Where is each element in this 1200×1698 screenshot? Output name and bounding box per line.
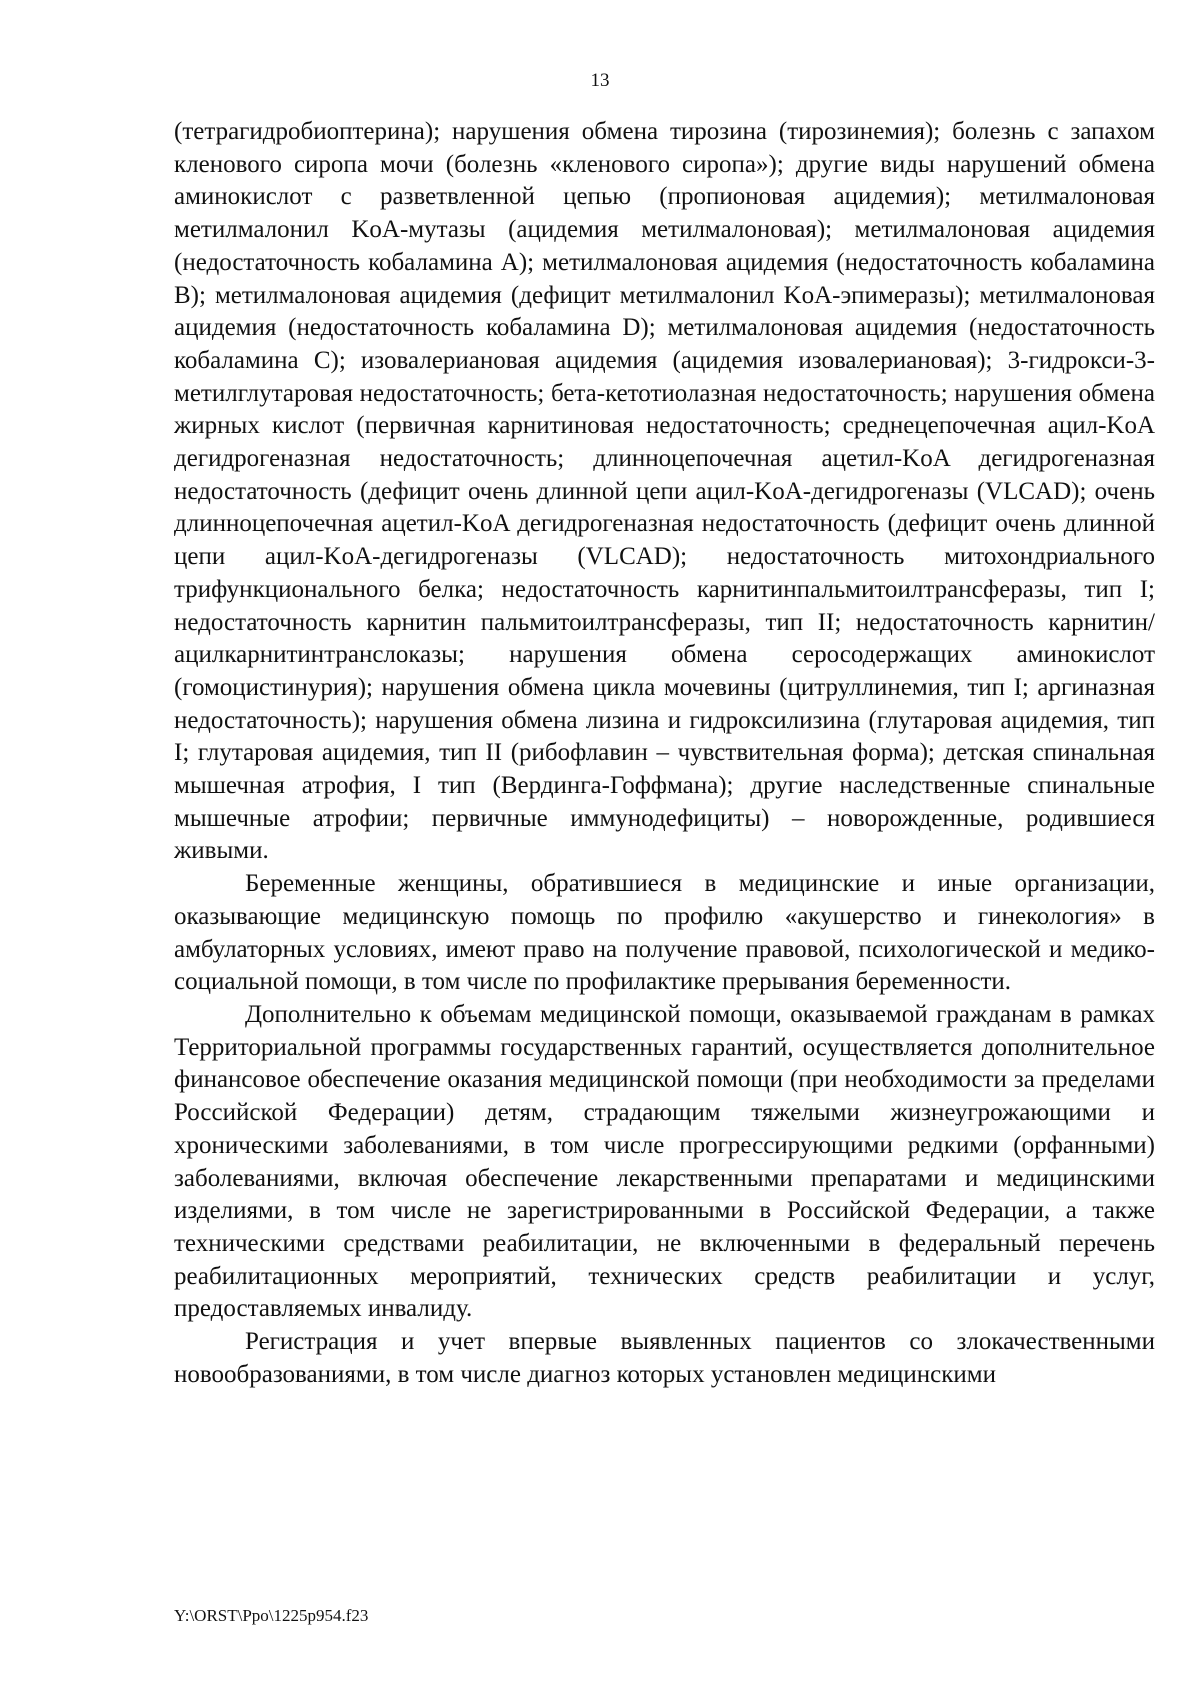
footer-file-path: Y:\ORST\Ppo\1225p954.f23 [174, 1606, 369, 1625]
paragraph-pregnant-women: Беременные женщины, обратившиеся в медицинские и иные организации, оказывающие медицинскую помощь по профилю «акушерство и гинекология» в амбулаторных условиях, имеют право на получение правовой, психологической и медико-социальной помощи, в том числе по профилактике прерывания беременности. [174, 870, 1155, 996]
paragraph-additional-funding: Дополнительно к объемам медицинской помощи, оказываемой гражданам в рамках Территориальной программы государственных гарантий, осуществляется дополнительное финансовое обеспечение оказания медицинской помощи (при необходимости за пределами Российской Федерации) детям, страдающим тяжелыми жизнеугрожающими и хроническими заболеваниями, в том числе прогрессирующими редкими (орфанными) заболеваниями, включая обеспечение лекарственными препаратами и медицинскими изделиями, в том числе не зарегистрированными в Российской Федерации, а также техническими средствами реабилитации, не включенными в федеральный перечень реабилитационных мероприятий, технических средств реабилитации и услуг, предоставляемых инвалиду. [174, 1000, 1155, 1323]
page-number: 13 [590, 70, 610, 91]
paragraph-cancer-registration: Регистрация и учет впервые выявленных пациентов со злокачественными новообразованиями, в том числе диагноз которых установлен медицинскими [174, 1328, 1155, 1388]
paragraph-disease-list: (тетрагидробиоптерина); нарушения обмена тирозина (тирозинемия); болезнь с запахом кленового сиропа мочи (болезнь «кленового сиропа»); другие виды нарушений обмена аминокислот с разветвленной цепью (пропионовая ацидемия); метилмалоновая метилмалонил KoA-мутазы (ацидемия метилмалоновая); метилмалоновая ацидемия (недостаточность кобаламина A); метилмалоновая ацидемия (недостаточность кобаламина B); метилмалоновая ацидемия (дефицит метилмалонил KoA-эпимеразы); метилмалоновая ацидемия (недостаточность кобаламина D); метилмалоновая ацидемия (недостаточность кобаламина C); изовалериановая ацидемия (ацидемия изовалериановая); 3-гидрокси-3-метилглутаровая недостаточность; бета-кетотиолазная недостаточность; нарушения обмена жирных кислот (первичная карнитиновая недостаточность; среднецепочечная ацил-KoA дегидрогеназная недостаточность; длинноцепочечная ацетил-KoA дегидрогеназная недостаточность (дефицит очень длинной цепи ацил-KoA-дегидрогеназы (VLCAD); очень длинноцепочечная ацетил-KoA дегидрогеназная недостаточность (дефицит очень длинной цепи ацил-KoA-дегидрогеназы (VLCAD); недостаточность митохондриального трифункционального белка; недостаточность карнитинпальмитоилтрансферазы, тип I; недостаточность карнитин пальмитоилтрансферазы, тип II; недостаточность карнитин/ацилкарнитинтранслоказы; нарушения обмена серосодержащих аминокислот (гомоцистинурия); нарушения обмена цикла мочевины (цитруллинемия, тип I; аргиназная недостаточность); нарушения обмена лизина и гидроксилизина (глутаровая ацидемия, тип I; глутаровая ацидемия, тип II (рибофлавин – чувствительная форма); детская спинальная мышечная атрофия, I тип (Вердинга-Гоффмана); другие наследственные спинальные мышечные атрофии; первичные иммунодефициты) – новорожденные, родившиеся живыми. [174, 118, 1155, 865]
document-body [174, 116, 1155, 1391]
